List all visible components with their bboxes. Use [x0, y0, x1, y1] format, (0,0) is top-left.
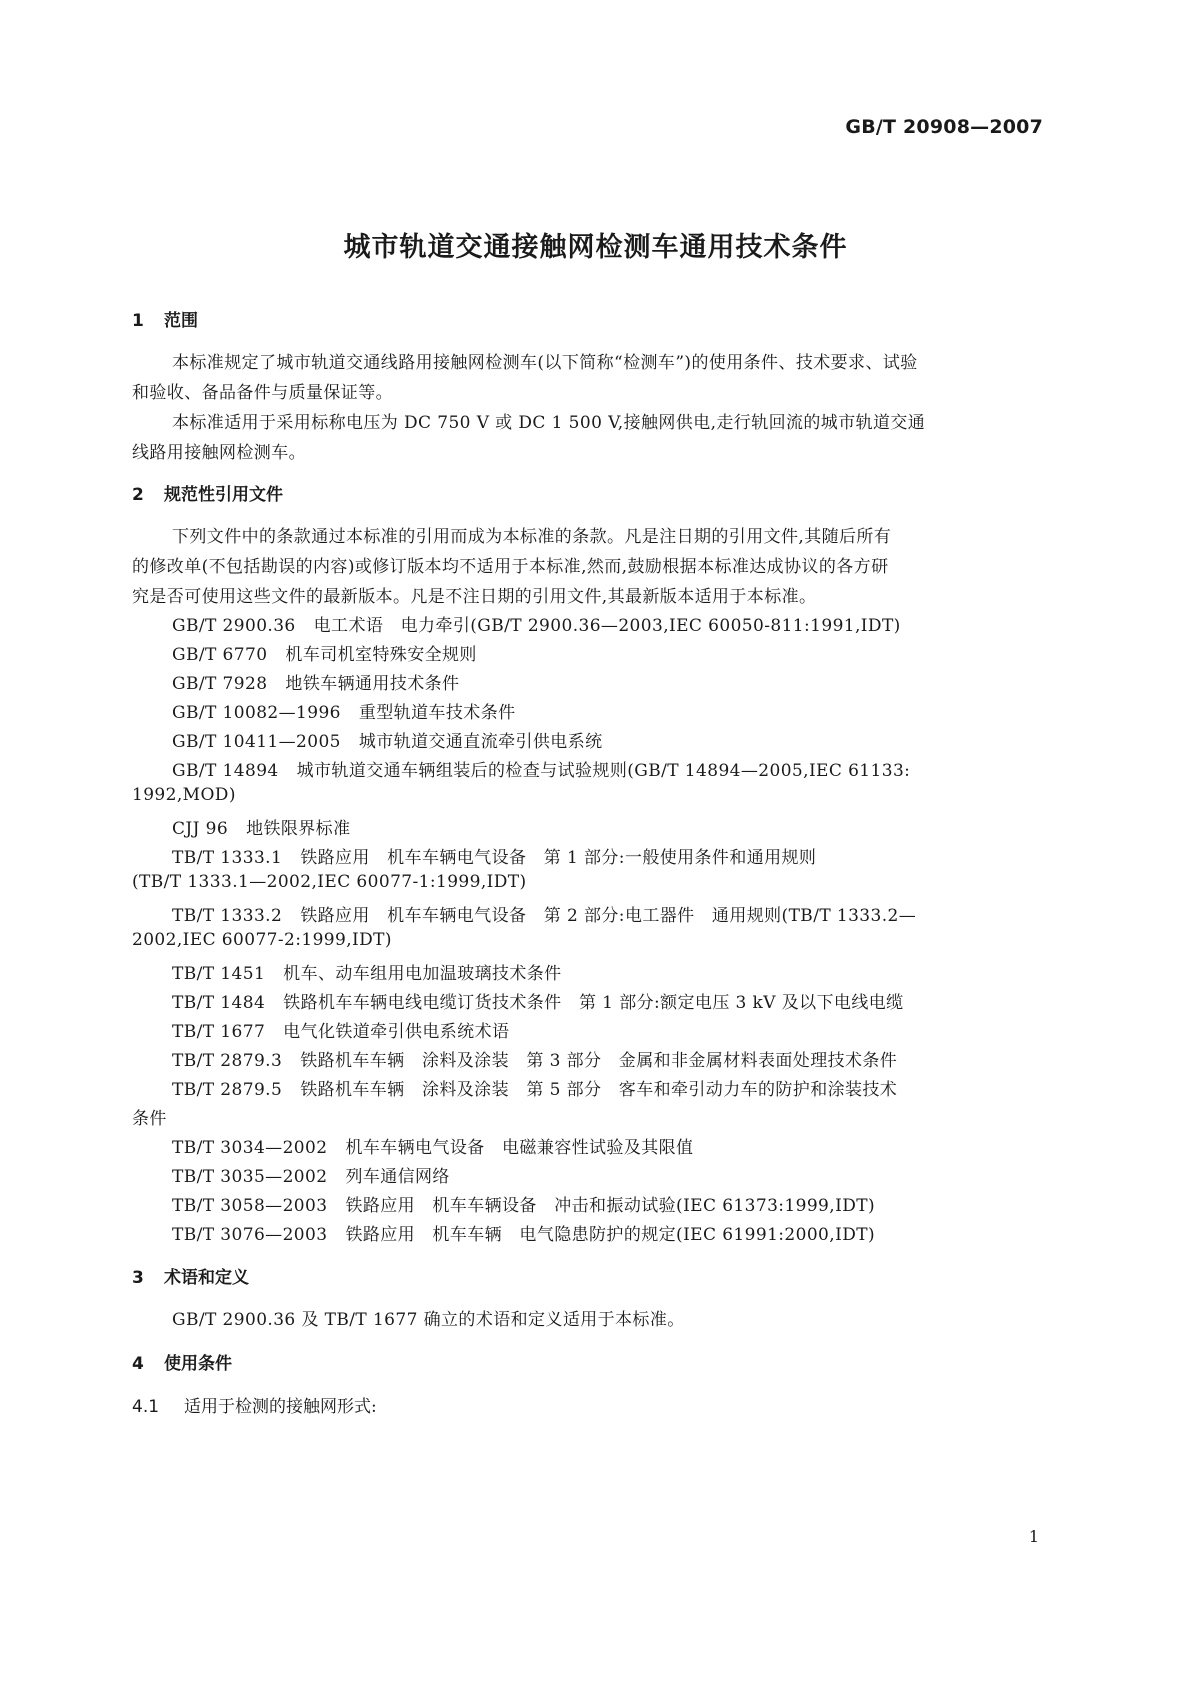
reference-code: TB/T 3076—2003 — [172, 1225, 328, 1245]
reference-code: GB/T 10082—1996 — [172, 703, 341, 723]
reference-code: TB/T 1484 — [172, 993, 266, 1013]
clause-number: 4.1 — [132, 1397, 160, 1417]
section-4-heading — [132, 1349, 232, 1374]
reference-item — [172, 901, 916, 926]
reference-item — [172, 756, 910, 781]
reference-code: TB/T 3058—2003 — [172, 1196, 328, 1216]
section-2-heading — [132, 480, 283, 505]
section-1-heading — [132, 306, 198, 331]
section-number: 3 — [132, 1268, 144, 1288]
reference-title: 电气化铁道牵引供电系统术语 — [283, 1022, 510, 1042]
section-number: 1 — [132, 311, 144, 331]
reference-title: 地铁车辆通用技术条件 — [285, 674, 460, 694]
clause-4-1 — [132, 1392, 377, 1417]
reference-continuation: 条件 — [132, 1109, 167, 1129]
reference-item — [172, 1075, 897, 1100]
paragraph-line: 的修改单(不包括勘误的内容)或修订版本均不适用于本标准,然而,鼓励根据本标准达成协议的各方研 — [132, 557, 889, 577]
reference-item — [172, 1133, 693, 1158]
reference-title: 城市轨道交通车辆组装后的检查与试验规则(GB/T 14894—2005,IEC 61133: — [296, 761, 911, 781]
reference-item — [172, 669, 459, 694]
section-3-heading — [132, 1263, 249, 1288]
reference-continuation: (TB/T 1333.1—2002,IEC 60077-1:1999,IDT) — [132, 872, 527, 892]
reference-code: TB/T 3034—2002 — [172, 1138, 328, 1158]
reference-code: GB/T 10411—2005 — [172, 732, 341, 752]
reference-title: 电工术语 电力牵引(GB/T 2900.36—2003,IEC 60050-811:1991,IDT) — [313, 616, 901, 636]
section-title: 使用条件 — [164, 1354, 232, 1374]
reference-code: CJJ 96 — [172, 819, 229, 839]
reference-title: 机车司机室特殊安全规则 — [285, 645, 477, 665]
reference-item — [172, 1046, 897, 1071]
page-number: 1 — [1028, 1527, 1039, 1546]
reference-title: 铁路应用 机车车辆电气设备 第 1 部分:一般使用条件和通用规则 — [300, 848, 817, 868]
section-title: 范围 — [164, 311, 198, 331]
paragraph-line: 线路用接触网检测车。 — [132, 443, 306, 463]
paragraph-line: 本标准适用于采用标称电压为 DC 750 V 或 DC 1 500 V,接触网供电,走行轨回流的城市轨道交通 — [172, 413, 926, 433]
reference-title: 铁路机车车辆 涂料及涂装 第 5 部分 客车和牵引动力车的防护和涂装技术 — [300, 1080, 898, 1100]
reference-title: 铁路机车车辆 涂料及涂装 第 3 部分 金属和非金属材料表面处理技术条件 — [300, 1051, 898, 1071]
reference-item — [172, 640, 477, 665]
reference-code: GB/T 14894 — [172, 761, 279, 781]
reference-title: 铁路应用 机车车辆 电气隐患防护的规定(IEC 61991:2000,IDT) — [345, 1225, 875, 1245]
reference-title: 铁路应用 机车车辆设备 冲击和振动试验(IEC 61373:1999,IDT) — [345, 1196, 875, 1216]
reference-title: 地铁限界标准 — [246, 819, 351, 839]
reference-code: GB/T 7928 — [172, 674, 268, 694]
reference-title: 机车车辆电气设备 电磁兼容性试验及其限值 — [345, 1138, 694, 1158]
reference-continuation: 2002,IEC 60077-2:1999,IDT) — [132, 930, 392, 950]
section-title: 规范性引用文件 — [164, 485, 283, 505]
paragraph-line: 和验收、备品备件与质量保证等。 — [132, 383, 393, 403]
paragraph-line: 究是否可使用这些文件的最新版本。凡是不注日期的引用文件,其最新版本适用于本标准。 — [132, 587, 817, 607]
reference-code: GB/T 6770 — [172, 645, 268, 665]
section-number: 2 — [132, 485, 144, 505]
reference-code: TB/T 1333.1 — [172, 848, 283, 868]
reference-title: 铁路应用 机车车辆电气设备 第 2 部分:电工器件 通用规则(TB/T 1333.2— — [300, 906, 917, 926]
reference-item — [172, 698, 516, 723]
reference-code: TB/T 2879.3 — [172, 1051, 283, 1071]
reference-title: 重型轨道车技术条件 — [358, 703, 516, 723]
clause-text: 适用于检测的接触网形式: — [184, 1397, 377, 1417]
paragraph-line: 本标准规定了城市轨道交通线路用接触网检测车(以下简称“检测车”)的使用条件、技术要求、试验 — [172, 353, 918, 373]
document-title: 城市轨道交通接触网检测车通用技术条件 — [343, 232, 848, 263]
paragraph-line: 下列文件中的条款通过本标准的引用而成为本标准的条款。凡是注日期的引用文件,其随后所有 — [172, 527, 892, 547]
reference-item — [172, 727, 603, 752]
reference-item — [172, 814, 350, 839]
reference-item — [172, 988, 904, 1013]
reference-item — [172, 1017, 509, 1042]
reference-code: GB/T 2900.36 — [172, 616, 296, 636]
reference-code: TB/T 1677 — [172, 1022, 266, 1042]
reference-item — [172, 843, 816, 868]
section-number: 4 — [132, 1354, 144, 1374]
section-title: 术语和定义 — [164, 1268, 249, 1288]
reference-title: 铁路机车车辆电线电缆订货技术条件 第 1 部分:额定电压 3 kV 及以下电线电缆 — [283, 993, 904, 1013]
reference-item — [172, 1162, 450, 1187]
reference-continuation: 1992,MOD) — [132, 785, 236, 805]
reference-code: TB/T 1333.2 — [172, 906, 283, 926]
reference-code: TB/T 3035—2002 — [172, 1167, 328, 1187]
reference-title: 城市轨道交通直流牵引供电系统 — [358, 732, 603, 752]
reference-code: TB/T 2879.5 — [172, 1080, 283, 1100]
paragraph-line: GB/T 2900.36 及 TB/T 1677 确立的术语和定义适用于本标准。 — [172, 1310, 685, 1330]
reference-item — [172, 1220, 875, 1245]
standard-number: GB/T 20908—2007 — [845, 116, 1043, 138]
reference-item — [172, 959, 562, 984]
reference-code: TB/T 1451 — [172, 964, 266, 984]
reference-item — [172, 611, 901, 636]
reference-item — [172, 1191, 875, 1216]
reference-title: 列车通信网络 — [345, 1167, 450, 1187]
reference-title: 机车、动车组用电加温玻璃技术条件 — [283, 964, 562, 984]
